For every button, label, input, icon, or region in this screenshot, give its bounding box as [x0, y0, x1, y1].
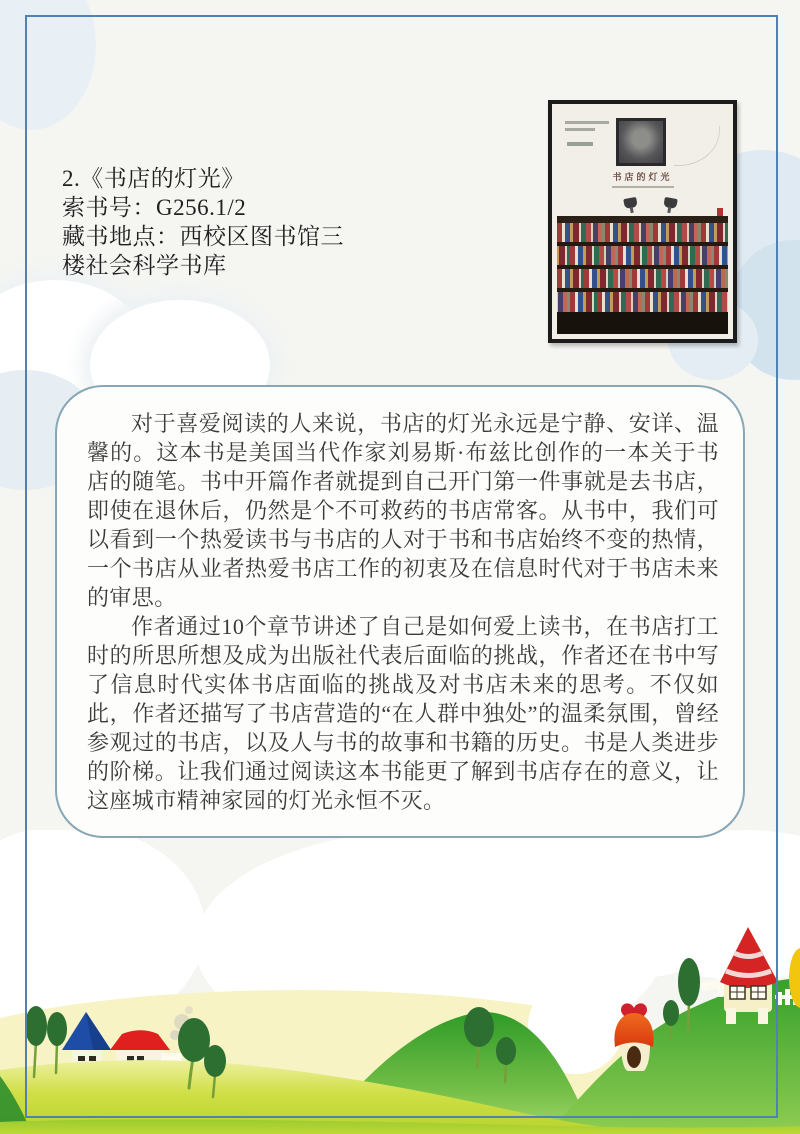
cover-branch-sketch [674, 126, 720, 166]
book-cover-image [548, 100, 737, 343]
cover-title-text: 书店的灯光 [612, 172, 673, 182]
paragraph-2: 作者通过10个章节讲述了自己是如何爱上读书，在书店打工时的所思所想及成为出版社代表后面临的挑战，作者还在书中写了信息时代实体书店面临的挑战及对书店未来的思考。不仅如此，作者还描写了书店营造的“在人群中独处”的温柔氛围，曾经参观过的书店，以及人与书的故事和书籍的历史。书是人类进步的阶梯。让我们通过阅读这本书能更了解到书店存在的意义，让这座城市精神家园的灯光永恒不灭。 [87, 614, 719, 813]
book-info-header [62, 164, 422, 280]
cover-portrait-frame [616, 118, 666, 166]
location-line-1: 藏书地点：西校区图书馆三 [62, 224, 344, 249]
book-spines-row [557, 246, 728, 269]
shelf-board [557, 216, 728, 223]
book-spines-row [557, 223, 728, 246]
footer-landscape-illustration [0, 830, 800, 1134]
book-spines-row [557, 269, 728, 292]
bookshelf-photo [557, 216, 728, 334]
cover-subtitle-line [612, 186, 674, 188]
cover-text-line [565, 128, 595, 131]
description-box [55, 385, 745, 838]
book-title-line: 2.《书店的灯光》 [62, 166, 245, 191]
call-number-line: 索书号：G256.1/2 [62, 195, 247, 220]
book-spines-row [557, 292, 728, 312]
cover-text-line [567, 142, 593, 146]
cloud-decoration-top-corner [0, 0, 96, 130]
location-line-2: 楼社会科学书库 [62, 253, 227, 278]
wall-lamp-icon [623, 197, 638, 209]
paragraph-1: 对于喜爱阅读的人来说，书店的灯光永远是宁静、安详、温馨的。这本书是美国当代作家刘易斯·布兹比创作的一本关于书店的随笔。书中开篇作者就提到自己开门第一件事就是去书店，即使在退休后，仍然是个不可救药的书店常客。从书中，我们可以看到一个热爱读书与书店的人对于书和书店始终不变的热情，一个书店从业者热爱书店工作的初衷及在信息时代对于书店未来的审思。 [87, 411, 719, 610]
wall-lamp-icon [663, 197, 678, 209]
cover-text-line [565, 121, 609, 124]
